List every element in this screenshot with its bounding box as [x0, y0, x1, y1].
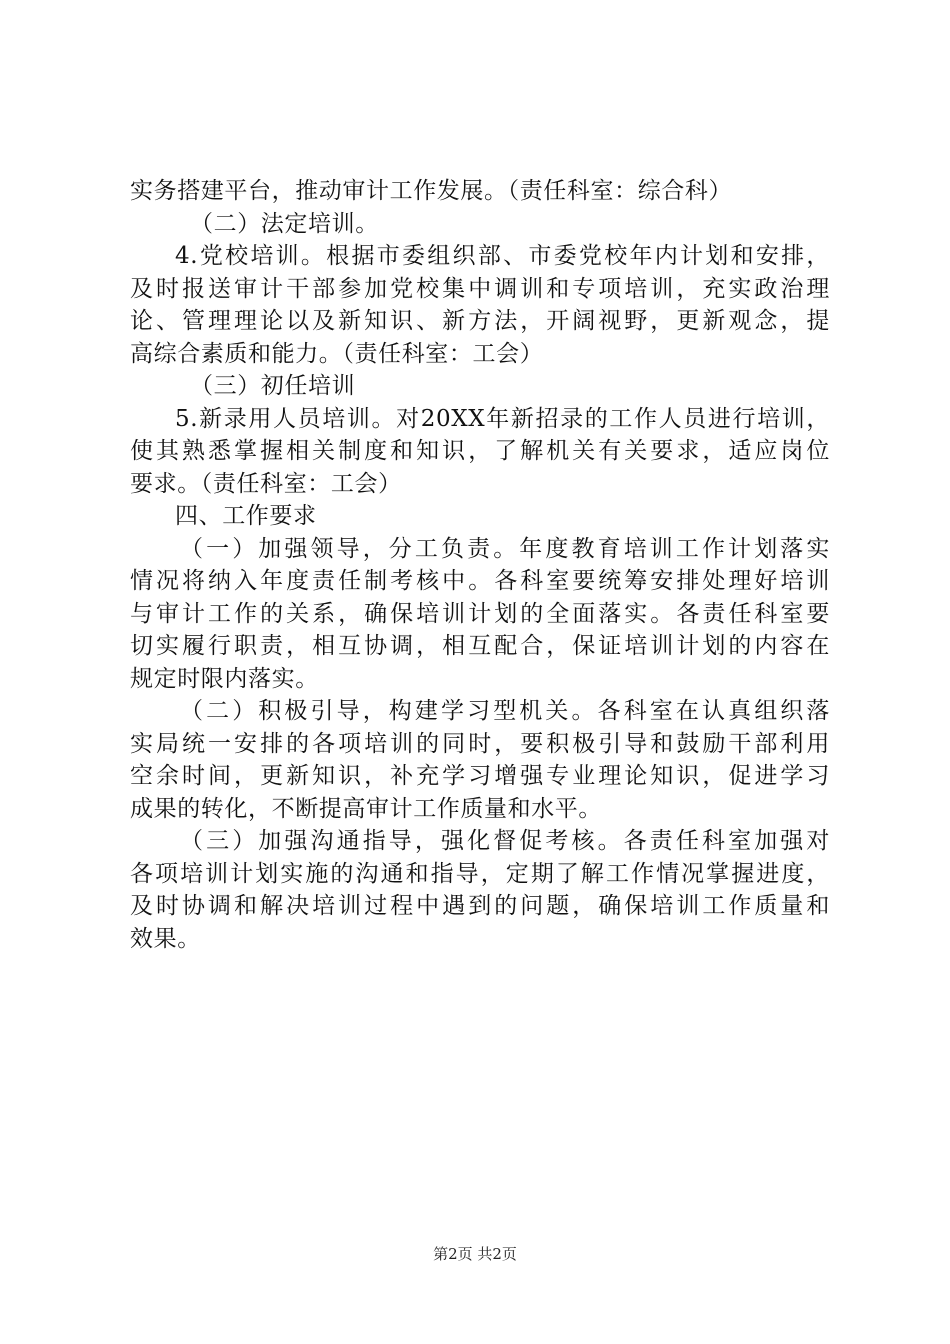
- body-line: （三）加强沟通指导，强化督促考核。各责任科室加强对: [180, 828, 830, 854]
- body-line: （一）加强领导，分工负责。年度教育培训工作计划落实: [180, 535, 830, 562]
- body-line: 实务搭建平台，推动审计工作发展。（责任科室：综合科）: [130, 178, 733, 204]
- section-heading: （三）初任培训: [190, 373, 356, 399]
- body-line: 实局统一安排的各项培训的同时，要积极引导和鼓励干部利用: [130, 730, 830, 757]
- body-line: 规定时限内落实。: [130, 665, 319, 692]
- body-line: 切实履行职责，相互协调，相互配合，保证培训计划的内容在: [130, 633, 830, 659]
- body-line: 及时协调和解决培训过程中遇到的问题，确保培训工作质量和: [130, 893, 830, 919]
- page-number-footer: 第2页 共2页: [433, 1245, 517, 1263]
- body-line: 高综合素质和能力。（责任科室：工会）: [130, 340, 544, 367]
- section-heading: 四、工作要求: [175, 503, 317, 529]
- body-line: 情况将纳入年度责任制考核中。各科室要统筹安排处理好培训: [130, 568, 830, 594]
- body-line: 论、管理理论以及新知识、新方法，开阔视野，更新观念，提: [130, 308, 830, 334]
- document-body: [130, 175, 830, 955]
- body-line: 与审计工作的关系，确保培训计划的全面落实。各责任科室要: [130, 600, 830, 627]
- body-line: 成果的转化，不断提高审计工作质量和水平。: [130, 795, 602, 822]
- section-heading: （二）法定培训。: [190, 210, 379, 237]
- body-line: 效果。: [130, 925, 201, 952]
- body-line: 空余时间，更新知识，补充学习增强专业理论知识，促进学习: [130, 763, 830, 789]
- body-line: 各项培训计划实施的沟通和指导，定期了解工作情况掌握进度，: [130, 860, 830, 887]
- body-line: 及时报送审计干部参加党校集中调训和专项培训，充实政治理: [130, 275, 830, 302]
- body-line: 使其熟悉掌握相关制度和知识，了解机关有关要求，适应岗位: [130, 438, 830, 464]
- body-line: 5.新录用人员培训。对20XX年新招录的工作人员进行培训，: [175, 405, 830, 432]
- body-line: 4.党校培训。根据市委组织部、市委党校年内计划和安排，: [175, 243, 830, 269]
- body-line: 要求。（责任科室：工会）: [130, 470, 402, 497]
- body-line: （二）积极引导，构建学习型机关。各科室在认真组织落: [180, 698, 830, 724]
